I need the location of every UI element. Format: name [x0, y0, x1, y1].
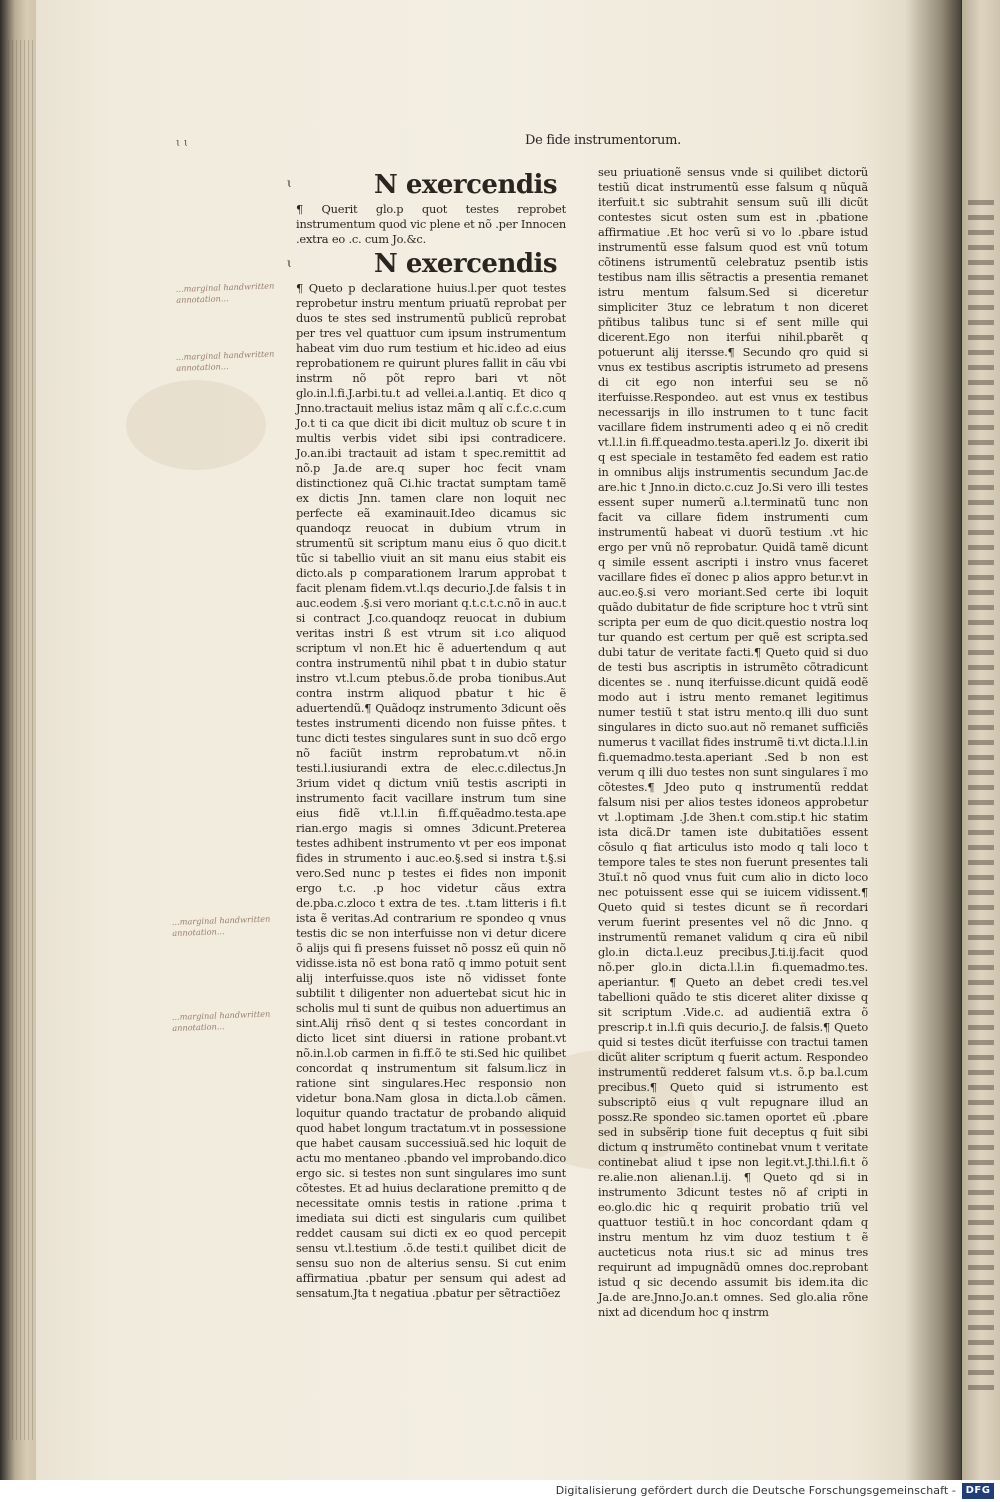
paragraph: seu priuationẽ sensus vnde si quilibet dictorũ testiũ dicat instrumentũ esse falsum q nũquã iterfuit.t sic subtrahit sensum suũ illi dicũt contestes sicut osten sum est in .pbatione affirmatiue .Et hoc verũ si vo lo .pbare istud instrumentũ esse falsum quod est vnũ totum cõtinens istrumentũ celebratuz psentib istis testibus nam illis sẽtractis a presentia remanet istru mentum falsum.Sed si diceretur simpliciter 3tuz ce lebratum t non diceret pñtibus talibus tunc si ef sent mille qui dicerent.Ego non iterfui nihil.pbarẽt q potuerunt alij itersse.¶ Secundo qro quid si vnus ex testibus ascriptis istrumeto ad presens di cit ego non interfui seu se nõ iterfuisse.Respondeo. aut est vnus ex testibus necessarijs in illo instrumen to t tunc facit vacillare fidem instrumenti adeo q ei nõ credit vt.l.l.in fi.ff.queadmo.testa.aperi.lz Jo. dixerit ibi q est speciale in testamẽto fed eadem est ratio in omnibus alijs instrumentis secundum Jac.de are.hic t Jnno.in dicto.c.cuz Jo.Si vero illi testes essent super numerũ a.l.terminatũ tunc non facit va cillare fidem instrumenti cum instrumentũ habeat vi duorũ testium .vt hic ergo per vnũ nõ reprobatur. Quidã tamẽ dicunt q simile essent ascripti i instro vnus faceret vacillare fides eĩ donec p alios appro betur.vt in auc.eo.§.si vero moriant.Sed certe ibi loquit quãdo dubitatur de fide scripture hoc t vtrũ sint scripta per eum de quo dicit.questio nostra loq tur quando est certum per quẽ est scripta.sed dubi tatur de veritate facti.¶ Queto quid si duo de testi bus ascriptis in istrumẽto cõtradicunt dicentes se . nunq iterfuisse.dicunt quidã eodẽ modo aut i istru mento remanet legitimus numer testiũ t stat istru mento.q illi duo sunt singulares in dicto suo.aut nõ remanet sufficiẽs numerus t vacillat fides instrumẽ ti.vt dicta.l.l.in fi.quemadmo.testa.aperiant .Sed b non est verum q illi duo testes non sunt singulares ĩ mo cõtestes.¶ Jdeo puto q instrumentũ reddat falsum nisi per alios testes idoneos approbetur vt .l.optimam .J.de 3hen.t com.stip.t hic statim ista dicã.Dr tamen iste dubitatiões essent cõsulo q fiat articulus isto modo q tali loco t tempore tales te stes non fuerunt presentes tali 3tuĩ.t nõ quod vnus fuit cum alio in dicto loco nec potuissent esse qui se iuicem vidissent.¶ Queto quid si testes dicunt se ñ recordari verum fuerint presentes vel nõ dic Jnno. q instrumentũ remanet validum q cira eũ nibil glo.in dicta.l.euz precibus.J.ti.ij.facit quod nõ.per glo.in dicta.l.l.in fi.quemadmo.tes. aperiantur. ¶ Queto an debet credi tes.vel tabellioni quãdo te stis diceret aliter dixisse q sit scriptum .Vide.c. ad audientiã extra õ prescrip.t in.l.fi quis decurio.J. de falsis.¶ Queto quid si testes dicũt iterfuisse con tractui tamen dicũt aliter scriptum q fuerit actum. Respondeo instrumentũ redderet falsum vt.s. õ.p ba.l.cum precibus.¶ Queto quid si istrumento est subscriptõ eius q vult repugnare illud an possz.Re spondeo sic.tamen oportet eũ .pbare sed in subsẽrip tione fuit deceptus q fuit sibi dictum q instrumẽto continebat vnum t veritate continebat aliud t ipse non legit.vt.J.thi.l.fi.t õ re.alie.non alienan.l.ij. ¶ Queto qd si in instrumento 3dicunt testes nõ af cripti in eo.glo.dic hic q requirit probatio triũ vel quattuor testiũ.t in hoc concordant qdam q instru mentum hz vim duoz testium t ẽ aucteticus nota rius.t sic ad minus tres requirunt ad impugnãdũ omnes doc.reprobant istud q sic decendo assumit bis idem.ita dic Ja.de are.Jnno.Jo.an.t omnes. Sed glo.alia rõne nixt ad dicendum hoc q instrm — [598, 165, 868, 1319]
footer-bar — [0, 1480, 1000, 1502]
facing-page-edge — [962, 0, 1000, 1480]
section-mark: ɩ — [287, 176, 292, 190]
facing-page-text — [968, 200, 994, 1400]
marginal-annotation: ...marginal handwritten annotation... — [175, 280, 275, 305]
book-left-edge — [0, 0, 38, 1480]
paragraph: ¶ Queto p declaratione huius.l.per quot testes reprobetur instru mentum priuatũ reprobat per duos te stes sed instrumentũ publicũ reprobat per tres vel quattuor cum ipsum instrumentum habeat vim duo rum testium et hic.ideo ad eius reprobationem re quirunt plures fallit in cãu vbi instrm nõ põt repro bari vt nõt glo.in.l.fi.J.arbi.tu.t ad vellei.a.l.antiq. Et dico q Jnno.tractauit melius istaz mãm q alĩ c.f.c.c.cum Jo.t ti ca que dicit ibi dicit multuz ob scure t in multis verbis videt sibi ipsi contradicere. Jo.an.ibi tractauit ad istam t spec.remittit ad nõ.p Ja.de are.q super hoc fecit vnam distinctionez quã Ci.hic tractat sumptam tamẽ ex dictis Jnn. tamen clare non loquit nec perfecte eã examinauit.Ideo dicamus sic quandoqz reuocat in dubium vtrum in strumentũ sit scriptum manu eius õ quo dicit.t tũc si tabellio viuit an sit manu eius stabit eis dicto.als p comparationem lrarum approbat t facit plenam fidem.vt.l.qs decurio.J.de falsis t in auc.eodem .§.si vero moriant q.t.c.t.c.nõ in auc.t si contract J.co.quandoqz reuocat in dubium veritas instri ß est vtrum sit i.co aliquod scriptum vl non.Et hic ẽ aduertendum q aut contra instrumentũ nihil pbat t in dubio statur instro vt.l.cum ptebus.õ.de proba tionibus.Aut contra instrm aliquod pbatur t hic ẽ aduertendũ.¶ Quãdoqz instrumento 3dicunt oẽs testes instrumenti dicendo non fuisse pñtes. t tunc dicti testes singulares sunt in suo dcõ ergo nõ faciũt instrm reprobatum.vt nõ.in testi.l.iusiurandi extra de elec.c.dilectus.Jn 3rium videt q dictum vniũ testis ascripti in instrumento facit vacillare instrum tum sine eius fidẽ vt.l.l.in fi.ff.quẽadmo.testa.ape rian.ergo magis si omnes 3dicunt.Preterea testes adhibent instrumento vt per eos imponat fides in strumento i auc.eo.§.sed si instra t.§.si vero.Sed nunc p testes ei fides non imponit ergo t.c. .p hoc videtur cãus extra de.pba.c.zloco t extra de tes. .t.tam litteris i fi.t ista ẽ veritas.Ad contrarium re spondeo q vnus testis dic se non interfuisse non vi detur dicere õ alijs qui fi presens fuisset nõ possz eũ quin nõ vidisse.ista nõ est bona ratõ q immo potuit sent alij interfuisse.quos iste nõ vidisset fonte subtilit t diligenter non aduertebat sicut hic in scholis mul ti sunt de quibus non aduertimus an sint.Alij rñsõ dent q si testes concordant in dicto licet sint diuersi in ratione probant.vt nõ.in.l.ob carmen in fi.ff.õ te sti.Sed hic quilibet concordat q instrumentum sit falsum.licz in ratione sint singulares.Hec responsio non videtur bona.Nam glosa in dicta.l.ob cãmen. loquitur quando tractatur de probando aliquid quod habet longum tractatum.vt in possessione que habet causam successiuã.sed hic loquit de actu mo mentaneo .pbando vel improbando.dico ergo sic. si testes non sunt singulares imo sunt cõtestes. Et ad huius declaratione premitto q de necessitate omnis testis in ratione .prima t imediata sui dicti est singularis cum quilibet reddet causam sui dicti ex eo quod percepit sensu vt.l.testium .õ.de testi.t quilibet dicit de sensu suo non de alterius sensu. Si cut enim affirmatiua .pbatur per sensum qui adest ad sensatum.Jta t negatiua .pbatur per sẽtractiõez — [296, 281, 566, 1300]
text-column-right — [598, 165, 868, 1320]
funding-credit: Digitalisierung gefördert durch die Deutsche Forschungsgemeinschaft - — [555, 1484, 956, 1497]
section-mark: ɩ — [287, 256, 292, 270]
gutter-shadow — [905, 0, 965, 1480]
initial-heading: N exercendis — [374, 249, 558, 279]
running-title: De fide instrumentorum. — [525, 133, 681, 148]
text-column-left — [296, 168, 566, 1301]
marginal-annotation: ...marginal handwritten annotation... — [175, 348, 275, 373]
marginal-annotation: ...marginal handwritten annotation... — [171, 913, 271, 938]
paragraph: ¶ Querit glo.p quot testes reprobet instrumentum quod vic plene et nõ .per Innocen .extra eo .c. cum Jo.&c. — [296, 202, 567, 246]
page-stack-lines — [4, 40, 34, 1440]
dfg-logo: DFG — [962, 1483, 994, 1499]
marginal-annotation: ...marginal handwritten annotation... — [171, 1008, 271, 1033]
initial-heading: N exercendis — [374, 170, 558, 200]
page-mark: ɩ ɩ — [176, 136, 189, 149]
paper-stain — [126, 380, 266, 470]
